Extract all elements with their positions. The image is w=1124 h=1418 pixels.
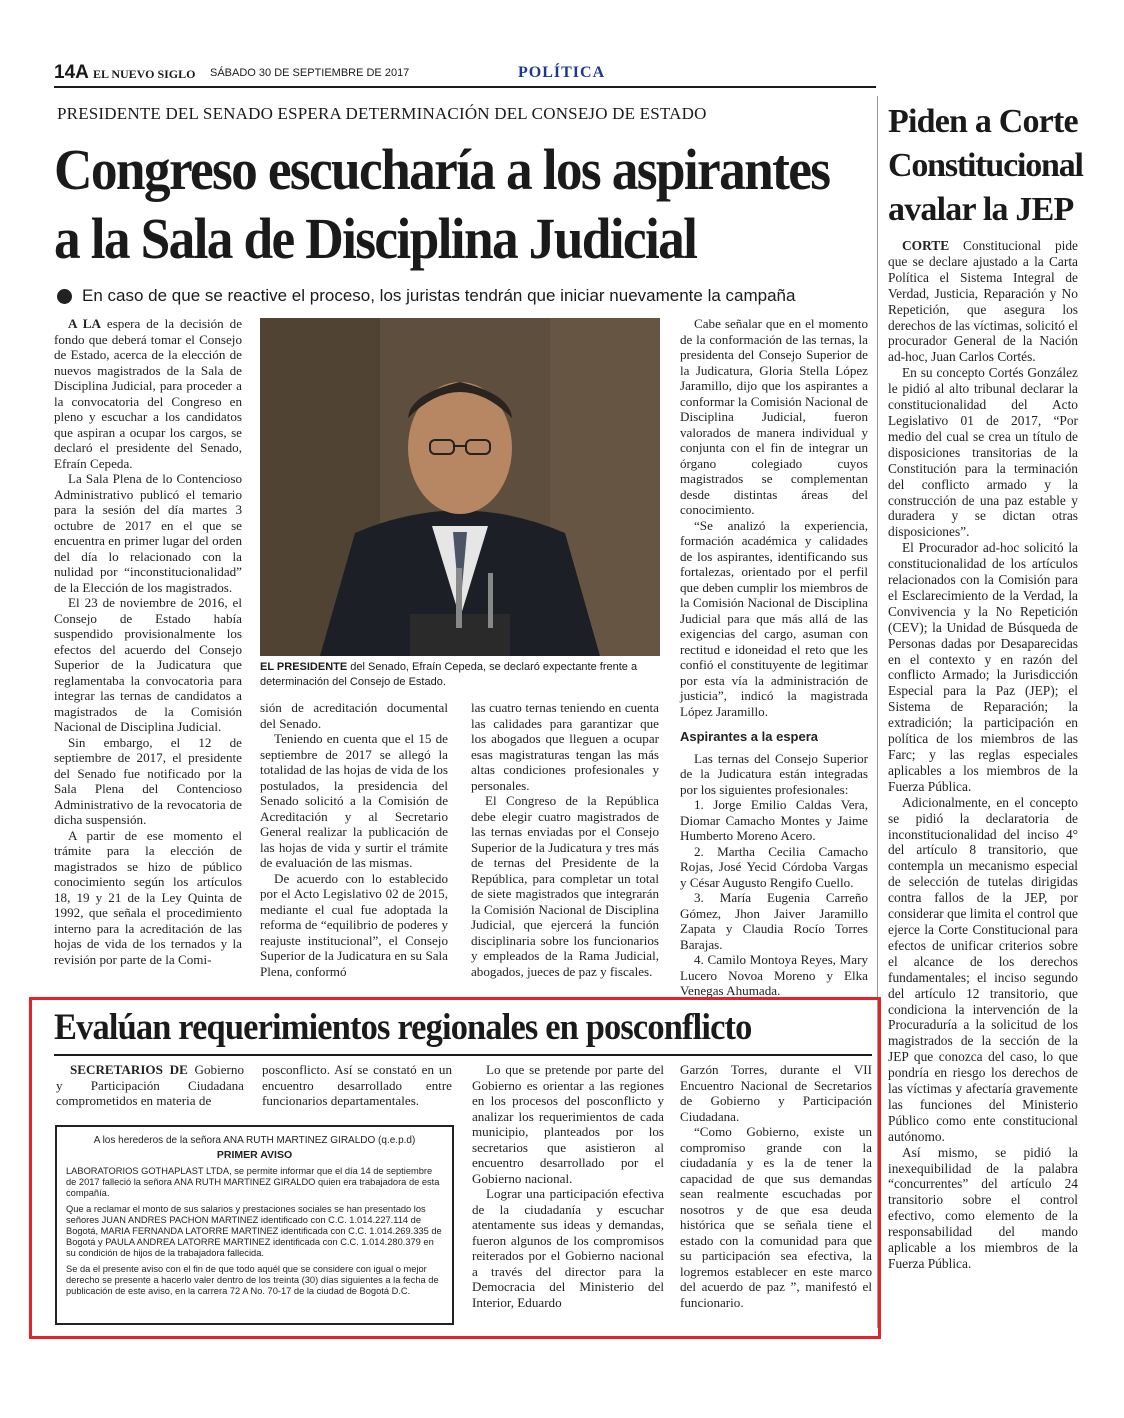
boxed-paragraph: Garzón Torres, durante el VII Encuentro Nacional de Secretarios de Gobierno y Participación Ciudadana.	[680, 1062, 872, 1124]
photo-caption: EL PRESIDENTE del Senado, Efraín Cepeda, se declaró expectante frente a determinación del Consejo de Estado.	[260, 661, 638, 688]
page-number: 14A	[54, 62, 89, 83]
article-col-2	[260, 700, 448, 979]
boxed-rule	[54, 1054, 872, 1056]
notice-title: PRIMER AVISO	[216, 1149, 293, 1161]
senator-photo-illustration	[260, 318, 660, 656]
col2-paragraph: sión de acreditación documental del Senado.	[260, 700, 448, 731]
article-col-4	[680, 316, 868, 999]
list-item: 4. Camilo Montoya Reyes, Mary Lucero Novoa Moreno y Elka Venegas Ahumada.	[680, 952, 868, 998]
col1-paragraph: A partir de ese momento el trámite para la elección de magistrados se hizo de público conocimiento según los artículos 18, 19 y 21 de la Ley Quinta de 1992, que señala el procedimiento interno para la acreditación de las hojas de vida de los ternados y la revisión por parte de la Comi-	[54, 827, 242, 967]
boxed-paragraph: Lograr una participación efectiva de la ciudadanía y escuchar atentamente sus ideas y demandas, fueron algunos de los compromisos reiterados por el Gobierno nacional a través del director para la Democracia del Ministerio del Interior, Eduardo	[472, 1186, 664, 1310]
side-headline-3: avalar la JEP	[888, 191, 1074, 228]
list-item: 3. María Eugenia Carreño Gómez, Jhon Jaiver Jaramillo Zapata y Claudia Rocío Torres Barajas.	[680, 890, 868, 952]
subhead-bullet	[57, 289, 72, 304]
header-rule	[54, 86, 876, 88]
list-item: 2. Martha Cecilia Camacho Rojas, José Yecid Córdoba Vargas y César Augusto Rengifo Cuello.	[680, 843, 868, 890]
col1-paragraph: El 23 de noviembre de 2016, el Consejo de Estado había suspendido provisionalmente los efectos del acuerdo del Consejo Superior de la Judicatura que reglamentaba la convocatoria para integrar las ternas de candidatos a magistrados de la Comisión Nacional de Disciplina Judicial.	[54, 595, 242, 734]
boxed-paragraph: SECRETARIOS DE Gobierno y Participación Ciudadana comprometidos en materia de	[56, 1062, 244, 1108]
section-label: POLÍTICA	[518, 64, 606, 81]
col3-paragraph: El Congreso de la República debe elegir cuatro magistrados de las ternas enviadas por el Consejo Superior de la Judicatura y tres más de ternas del Presidente de la República, para completar un total de siete magistrados que integrarán la Comisión Nacional de Disciplina Judicial, que ejercerá la función disciplinaria sobre los funcionarios y empleados de la Rama Judicial, abogados, jueces de paz y fiscales.	[471, 793, 659, 979]
notice-recipient: A los herederos de la señora ANA RUTH MARTINEZ GIRALDO (q.e.p.d)	[93, 1135, 416, 1146]
headline-line-1: Congreso escucharía a los aspirantes	[54, 137, 830, 202]
col4-paragraph: Las ternas del Consejo Superior de la Judicatura están integradas por los siguientes profesionales:	[680, 750, 868, 797]
boxed-col-2	[262, 1062, 452, 1109]
boxed-paragraph: Lo que se pretende por parte del Gobierno es orientar a las regiones en los procesos del posconflicto y analizar los requerimientos de cada municipio, planteados por los secretarios que asistieron al encuentro desarrollado por el Gobierno nacional.	[472, 1062, 664, 1186]
notice-paragraph: LABORATORIOS GOTHAPLAST LTDA, se permite informar que el día 14 de septiembre de 2017 falleció la señora ANA RUTH MARTINEZ GIRALDO quien era trabajadora de esta compañía.	[66, 1166, 440, 1198]
side-headline-2: Constitucional	[888, 147, 1083, 184]
side-paragraph: El Procurador ad-hoc solicitó la constitucionalidad de los artículos relacionados con la Comisión para el Esclarecimiento de la Verdad, la Convivencia y la No Repetición (CEV); la Unidad de Búsqueda de Personas dadas por Desaparecidas en el contexto y en razón del conflicto Armado; la Jurisdicción Especial para la Paz (JEP); el Sistema de Reparación; la extradición; la participación en política de los miembros de las Farc; y las reglas especiales aplicables a los miembros de la Fuerza Pública.	[888, 540, 1078, 794]
col4-paragraph: “Se analizó la experiencia, formación académica y calidades de los aspirantes, identificando sus fortalezas, orientado por el perfil que deben cumplir los miembros de la Comisión Nacional de Disciplina Judicial para que más allá de las exigencias del cargo, asuman con rectitud e idoneidad el reto que les confió el constituyente de legitimar por esta vía la administración de justicia”, indicó la magistrada López Jaramillo.	[680, 517, 868, 719]
issue-date: SÁBADO 30 DE SEPTIEMBRE DE 2017	[210, 67, 410, 79]
side-article-body	[888, 238, 1078, 1272]
boxed-headline: Evalúan requerimientos regionales en posconflicto	[54, 1007, 752, 1048]
article-col-3	[471, 700, 659, 979]
kicker: PRESIDENTE DEL SENADO ESPERA DETERMINACIÓN DEL CONSEJO DE ESTADO	[57, 104, 707, 123]
subhead: En caso de que se reactive el proceso, los juristas tendrán que iniciar nuevamente la campaña	[82, 286, 796, 305]
side-lead-in: CORTE	[902, 238, 950, 253]
lead-in: A LA	[68, 316, 101, 331]
news-photo	[260, 318, 660, 656]
side-paragraph: Adicionalmente, en el concepto se pidió la declaratoria de inconstitucionalidad del inciso 4° del artículo 8 transitorio, que contempla un mecanismo especial de selección de tutelas dirigidas contra fallos de la JEP, por considerar que limita el control que ejerce la Corte Constitucional para efectos de unificar criterios sobre el alcance de los derechos fundamentales; el inciso segundo del artículo 12 transitorio, que condiciona la intervención de la Procuraduría a la solicitud de los magistrados de la sección de la JEP que conozca del caso, lo que pondría en riesgo los derechos de las víctimas y afectaría gravemente las funciones del Ministerio Público como ente constitucional autónomo.	[888, 794, 1079, 1144]
list-item: 1. Jorge Emilio Caldas Vera, Diomar Camacho Montes y Jaime Humberto Moreno Acero.	[680, 797, 868, 843]
side-headline-1: Piden a Corte	[888, 103, 1078, 140]
boxed-col-4	[680, 1062, 872, 1310]
boxed-paragraph: posconflicto. Así se constató en un encuentro desarrollado entre funcionarios departamentales.	[262, 1062, 452, 1108]
col4-subhead: Aspirantes a la espera	[680, 729, 819, 744]
boxed-paragraph: “Como Gobierno, existe un compromiso grande con la ciudadanía y es la de tener la capacidad de que sus demandas sean realmente escuchadas por nosotros y de que esa deuda histórica que se señala tiene el estado con la comunidad para que su participación sea efectiva, la logremos establecer en este marco del acuerdo de paz ”, manifestó el funcionario.	[680, 1124, 872, 1310]
col2-paragraph: De acuerdo con lo establecido por el Acto Legislativo 02 de 2015, mediante el cual fue adoptada la reforma de “equilibrio de poderes y reajuste institucional”, el Consejo Superior de la Judicatura en su Sala Plena, conformó	[260, 870, 448, 979]
caption-lead: EL PRESIDENTE	[260, 661, 348, 673]
legal-notice	[55, 1125, 454, 1325]
col2-paragraph: Teniendo en cuenta que el 15 de septiembre de 2017 se allegó la totalidad de las hojas de vida de los postulados, la presidencia del Senado solicitó a la Comisión de Acreditación y al Secretario General realizar la publicación de las hojas de vida y surtir el trámite de evaluación de las mismas.	[260, 731, 448, 870]
col1-paragraph: A LA espera de la decisión de fondo que deberá tomar el Consejo de Estado, acerca de la elección de nuevos magistrados de la Sala de Disciplina Judicial, para proceder a la convocatoria del Congreso en pleno y escuchar a los candidatos que aspiran a ocupar los cargos, se declaró el presidente del Senado, Efraín Cepeda.	[54, 316, 243, 471]
notice-paragraph: Que a reclamar el monto de sus salarios y prestaciones sociales se han presentado los señores JUAN ANDRES PACHON MARTINEZ identificado con C.C. 1.014.227.114 de Bogotá, MARIA FERNANDA LATORRE MARTINEZ identificada con C.C. 1.014.269.335 de Bogotá y PAULA ANDREA LATORRE MARTINEZ identificada con C.C. 1.014.280.379 en su condición de hijos de la trabajadora fallecida.	[66, 1204, 442, 1258]
notice-paragraph: Se da el presente aviso con el fin de que todo aquél que se considere con igual o mejor derecho se presente a hacerlo valer dentro de los treinta (30) días siguientes a la fecha de publicación de este aviso, en la carrera 72 A No. 70-17 de la ciudad de Bogotá D.C.	[66, 1264, 439, 1296]
col3-paragraph: las cuatro ternas teniendo en cuenta las calidades para garantizar que los abogados que lleguen a ocupar esas magistraturas tengan las más altas condiciones profesionales y personales.	[471, 700, 659, 793]
boxed-lead-in: SECRETARIOS DE	[70, 1062, 188, 1077]
col1-paragraph: La Sala Plena de lo Contencioso Administrativo publicó el temario para la sesión del día martes 3 octubre de 2017 en el que se encuentra en primer lugar del orden del día lo relacionado con la nulidad por “inconstitucionalidad” de la Elección de los magistrados.	[54, 471, 242, 595]
side-paragraph: Así mismo, se pidió la inexequibilidad de la palabra “concurrentes” del artículo 24 transitorio sobre el control efectivo, como elemento de la responsabilidad del mando aplicable a los miembros de la Fuerza Pública.	[888, 1144, 1078, 1271]
col1-paragraph: Sin embargo, el 12 de septiembre de 2017, el presidente del Senado fue notificado por la Sala Plena del Contencioso Administrativo de la revocatoria de dicha suspensión.	[54, 734, 242, 827]
side-paragraph: En su concepto Cortés González le pidió al alto tribunal declarar la constitucionalidad del Acto Legislativo 01 de 2017, “Por medio del cual se crea un título de disposiciones transitorias de la Constitución para la terminación del conflicto armado y la construcción de una paz estable y duradera y se dictan otras disposiciones”.	[888, 365, 1078, 540]
boxed-col-1	[56, 1062, 244, 1109]
boxed-col-3	[472, 1062, 664, 1310]
page-header	[54, 62, 876, 86]
col4-paragraph: Cabe señalar que en el momento de la conformación de las ternas, la presidenta del Consejo Superior de la Judicatura, Gloria Stella López Jaramillo, dijo que los aspirantes a conformar la Comisión Nacional de Disciplina Judicial, fueron valorados de manera individual y conjunta con el fin de integrar un órgano colegiado cuyos magistrados se complementan desde distintas áreas del conocimiento.	[680, 316, 868, 517]
paper-name: EL NUEVO SIGLO	[93, 67, 196, 81]
side-paragraph: CORTE Constitucional pide que se declare ajustado a la Carta Política el Sistema Integral de Verdad, Justicia, Reparación y No Repetición, que asegura los derechos de las víctimas, solicitó el procurador General de la Nación ad-hoc, Juan Carlos Cortés.	[888, 238, 1078, 365]
headline-line-2: a la Sala de Disciplina Judicial	[54, 206, 697, 271]
article-col-1	[54, 316, 242, 967]
